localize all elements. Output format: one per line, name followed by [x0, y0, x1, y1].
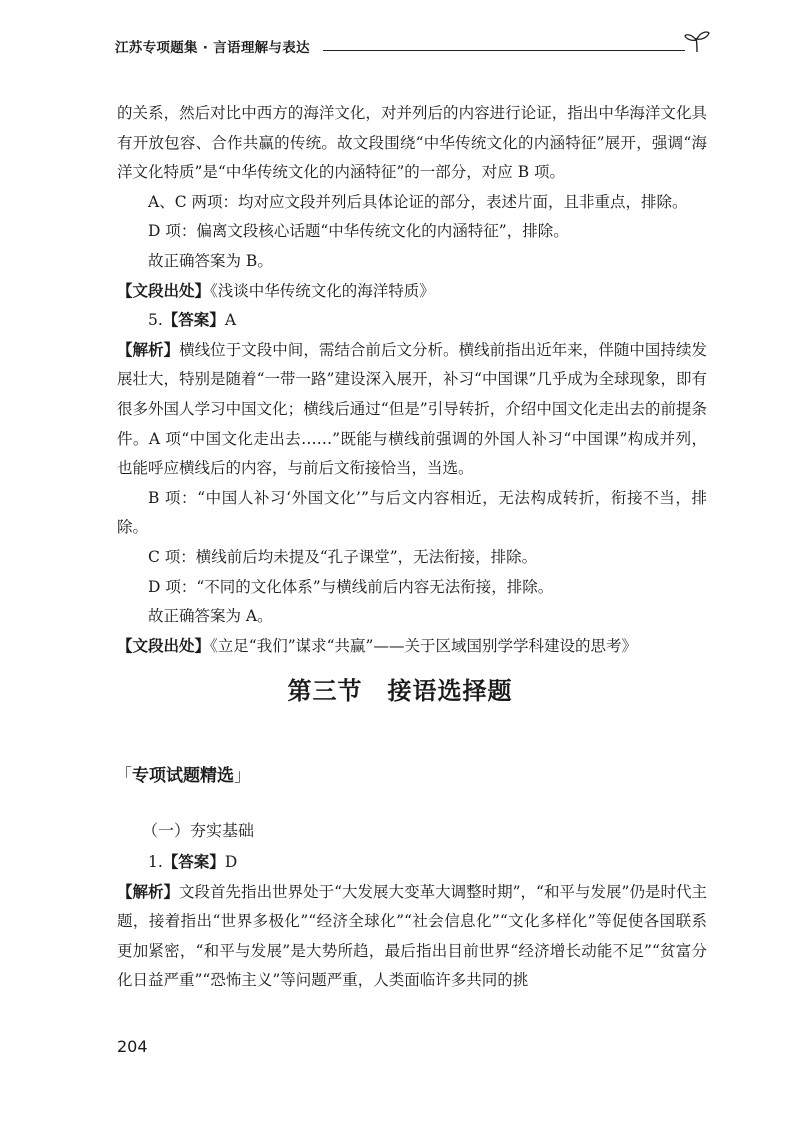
q4-conclusion: 故正确答案为 B。: [148, 251, 273, 270]
source-text: 《浅谈中华传统文化的海洋特质》: [210, 281, 435, 300]
header-rule: [323, 50, 685, 51]
analysis-label: 【解析】: [117, 340, 180, 359]
q1-answer: [117, 848, 707, 878]
q5-conclusion: 故正确答案为 A。: [148, 607, 273, 626]
source-text: 《立足“我们”谋求“共赢”——关于区域国别学学科建设的思考》: [210, 636, 637, 655]
analysis-text: 横线位于文段中间，需结合前后文分析。横线前指出近年来，伴随中国持续发展壮大，特别是随着“一带一路”建设深入展开，补习“中国课”几乎成为全球现象，即有很多外国人学习中国文化；横线后通过“但是”引导转折，介绍中国文化走出去的前提条件。A 项“中国文化走出去……”既能与横线前强调的外国人补习“中国课”构成并列，也能呼应横线后的内容，与前后文衔接恰当，当选。: [117, 340, 707, 478]
part-heading: （一）夯实基础: [142, 821, 255, 840]
header-title: 江苏专项题集 · 言语理解与表达: [115, 40, 310, 56]
section-title: 第三节 接语选择题: [287, 677, 513, 705]
q5-option-b: B 项：“中国人补习‘外国文化’”与后文内容相近，无法构成转折，衔接不当，排除。: [117, 488, 707, 537]
sprout-icon: [683, 30, 711, 54]
q5-option-c: C 项：横线前后均未提及“孔子课堂”，无法衔接，排除。: [148, 547, 538, 566]
q4-analysis-continued: 的关系，然后对比中西方的海洋文化，对并列后的内容进行论证，指出中华海洋文化具有开放包容、合作共赢的传统。故文段围绕“中华传统文化的内涵特征”展开，强调“海洋文化特质”是“中华传统文化的内涵特征”的一部分，对应 B 项。: [117, 104, 707, 182]
main-text-block: [117, 99, 707, 661]
bracket-close: 」: [234, 766, 251, 786]
answer-value: D: [224, 853, 238, 871]
subsection-heading: [115, 761, 251, 786]
analysis-label: 【解析】: [117, 882, 180, 901]
question-number: 1.: [148, 853, 163, 871]
running-header: [115, 34, 715, 60]
source-label: 【文段出处】: [117, 636, 211, 655]
q5-option-d: D 项：“不同的文化体系”与横线前后内容无法衔接，排除。: [148, 577, 554, 596]
q5-answer: [117, 306, 707, 336]
question-number: 5.: [148, 311, 163, 330]
q4-option-ac: A、C 两项：均对应文段并列后具体论证的部分，表述片面，且非重点，排除。: [148, 192, 688, 211]
subsection-title: 专项试题精选: [132, 766, 234, 786]
analysis-text: 文段首先指出世界处于“大发展大变革大调整时期”，“和平与发展”仍是时代主题，接着指出“世界多极化”“经济全球化”“社会信息化”“文化多样化”等促使各国联系更加紧密，“和平与发展”是大势所趋，最后指出目前世界“经济增长动能不足”“贫富分化日益严重”“恐怖主义”等问题严重，人类面临许多共同的挑: [117, 882, 707, 990]
page-number: 204: [117, 1037, 148, 1056]
answer-label: 【答案】: [162, 853, 225, 871]
q5-analysis: [117, 336, 707, 484]
q5-source: [117, 632, 707, 662]
bracket-open: 「: [115, 766, 132, 786]
answer-label: 【答案】: [162, 311, 225, 330]
q1-analysis: [117, 878, 707, 996]
q1-block: [117, 848, 707, 996]
answer-value: A: [224, 311, 237, 330]
q4-source: [117, 277, 707, 307]
q4-option-d: D 项：偏离文段核心话题“中华传统文化的内涵特征”，排除。: [148, 222, 569, 241]
source-label: 【文段出处】: [117, 281, 211, 300]
